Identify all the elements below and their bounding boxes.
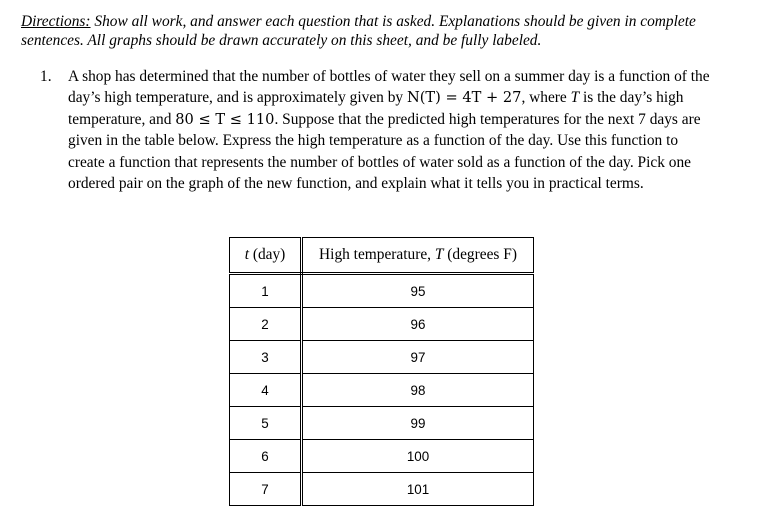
question-line-4: given in the table below. Express the high temperature as a function of the day. Use this function to bbox=[68, 132, 679, 150]
directions-label: Directions: bbox=[21, 13, 91, 30]
temperature-table bbox=[229, 237, 534, 506]
question-line-1: A shop has determined that the number of bottles of water they sell on a summer day is a function of the bbox=[68, 68, 710, 85]
table-row bbox=[230, 274, 534, 308]
question-line-2-b: , where bbox=[521, 89, 567, 107]
temp-cell: 101 bbox=[302, 473, 534, 506]
question-line-2 bbox=[68, 87, 740, 108]
temp-cell: 96 bbox=[302, 308, 534, 341]
question-line-3 bbox=[68, 109, 740, 130]
temp-cell: 95 bbox=[302, 274, 534, 308]
day-cell: 6 bbox=[230, 440, 302, 473]
temp-cell: 97 bbox=[302, 341, 534, 374]
header-temp-text: High temperature, bbox=[319, 246, 435, 263]
table-row bbox=[230, 440, 534, 473]
question-line-2-c: is the day’s high bbox=[583, 89, 684, 107]
directions-text: Show all work, and answer each question that is asked. Explanations should be given in complete bbox=[94, 13, 696, 30]
temp-cell: 100 bbox=[302, 440, 534, 473]
table-row bbox=[230, 308, 534, 341]
table-row bbox=[230, 341, 534, 374]
header-temp-unit: (degrees F) bbox=[443, 246, 517, 263]
question-line-2-a: day’s high temperature, and is approximately given by bbox=[68, 89, 404, 107]
question-number: 1. bbox=[40, 68, 52, 85]
directions bbox=[21, 12, 761, 50]
temp-cell: 99 bbox=[302, 407, 534, 440]
formula-n-of-t: N(T) = 4T + 27 bbox=[406, 89, 522, 107]
question-text bbox=[68, 66, 740, 194]
day-cell: 2 bbox=[230, 308, 302, 341]
header-day-var: t bbox=[244, 246, 249, 263]
table-row bbox=[230, 374, 534, 407]
question-line-3-b: . Suppose that the predicted high temperatures for the next 7 days are bbox=[274, 110, 701, 128]
header-temp-var: T bbox=[434, 246, 444, 263]
question-line-6: ordered pair on the graph of the new function, and explain what it tells you in practical terms. bbox=[68, 175, 644, 193]
table-row bbox=[230, 473, 534, 506]
header-day-text: (day) bbox=[248, 246, 286, 263]
formula-domain: 80 ≤ T ≤ 110 bbox=[175, 110, 275, 128]
day-cell: 4 bbox=[230, 374, 302, 407]
day-cell: 1 bbox=[230, 274, 302, 308]
directions-text-line2: sentences. All graphs should be drawn accurately on this sheet, and be fully labeled. bbox=[21, 32, 542, 49]
header-day bbox=[230, 238, 302, 274]
table-row bbox=[230, 407, 534, 440]
table-header-row bbox=[230, 238, 534, 274]
day-cell: 5 bbox=[230, 407, 302, 440]
day-cell: 3 bbox=[230, 341, 302, 374]
question-1 bbox=[40, 66, 745, 194]
temp-cell: 98 bbox=[302, 374, 534, 407]
day-cell: 7 bbox=[230, 473, 302, 506]
question-line-3-a: temperature, and bbox=[68, 110, 172, 128]
variable-t: T bbox=[570, 89, 580, 107]
header-temperature bbox=[302, 238, 534, 274]
question-line-5: create a function that represents the number of bottles of water sold as a function of the day. Pick one bbox=[68, 153, 691, 171]
